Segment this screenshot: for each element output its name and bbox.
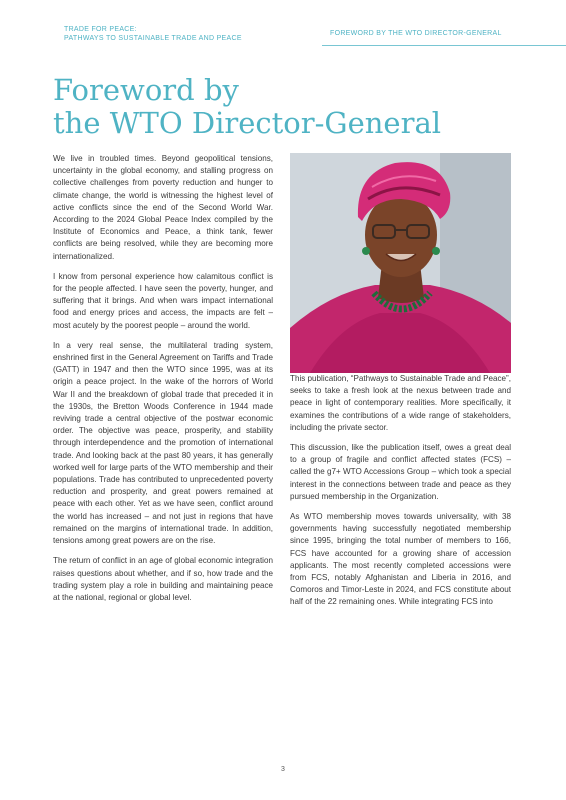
paragraph: I know from personal experience how calamitous conflict is for the people affected. I have seen the poverty, hunger, and suffering that it brings. And when wars impact international food and energy prices and access, the impacts are felt – most acutely by the poorest people – around the world. [53,271,273,330]
running-header-section [322,0,566,48]
paragraph: This discussion, like the publication itself, owes a great deal to a group of fragile and conflict affected states (FCS) – called the g7+ WTO Accessions Group – which took a special interest in the connections between trade and peace as they pursued membership in the Organization. [290,443,511,501]
left-text-column [53,153,273,612]
paragraph: In a very real sense, the multilateral trading system, enshrined first in the General Agreement on Tariffs and Trade (GATT) in 1947 and then the WTO since 1995, was at its origin a peace project. In the wake of the horrors of World War II and the breakdown of global trade that preceded it in the 1930s, the Bretton Woods Conference in 1944 made reviving trade a central objective of the postwar economic order. The objective was peace, prosperity, and stability through interdependence and the promotion of international trade. And looking back at the past 80 years, it has generally worked well for large parts of the WTO membership and their populations. Trade has contributed to unprecedented poverty reduction and prosperity, and great powers remained at peace with each other. Yet as we have seen, conflict around the world has increased – and not just in regions that have remained on the margins of international trade. In addition, tensions among great powers are on the rise. [53,340,273,546]
running-header-line-1: TRADE FOR PEACE: [64,26,137,33]
paragraph: This publication, “Pathways to Sustainable Trade and Peace”, seeks to take a fresh look at the nexus between trade and peace in light of contemporary realities. More specifically, it examines the contributions of a wide range of stakeholders, including the private sector. [290,374,511,432]
director-general-portrait-photo [290,153,511,373]
paragraph: We live in troubled times. Beyond geopolitical tensions, uncertainty in the global economy, and stalling progress on collective challenges from poverty reduction and hunger to climate change, the world is witnessing the highest level of active conflicts since the end of the Second World War. According to the 2024 Global Peace Index compiled by the Institute of Economics and Peace, a think tank, fewer conflicts are being resolved, while they are becoming more internationalized. [53,154,273,261]
portrait-illustration [290,153,511,373]
running-header-publication [64,25,242,43]
earring-left [362,247,370,255]
header-rule [322,45,566,46]
page-number: 3 [281,766,285,773]
page-title-line-1: Foreword by [53,73,239,107]
running-header-section-label: FOREWORD BY THE WTO DIRECTOR-GENERAL [330,30,502,37]
earring-right [432,247,440,255]
page-title-line-2: the WTO Director-General [53,106,442,140]
paragraph: As WTO membership moves towards universality, with 38 governments having successfully negotiated membership since 1995, bringing the total number of members to 166, FCS have accounted for a growing share of accession applicants. The most recently completed accessions were from FCS, notably Afghanistan and Liberia in 2016, and Comoros and Timor-Leste in 2024, and FCS constitute about half of the 22 remaining ones. While integrating FCS into [290,512,511,607]
right-text-column [290,373,511,617]
paragraph: The return of conflict in an age of global economic integration raises questions about whether, and if so, how trade and the trading system play a role in building and maintaining peace at the national, regional or global level. [53,556,273,602]
running-header-line-2: PATHWAYS TO SUSTAINABLE TRADE AND PEACE [64,35,242,42]
page-title [53,74,533,140]
